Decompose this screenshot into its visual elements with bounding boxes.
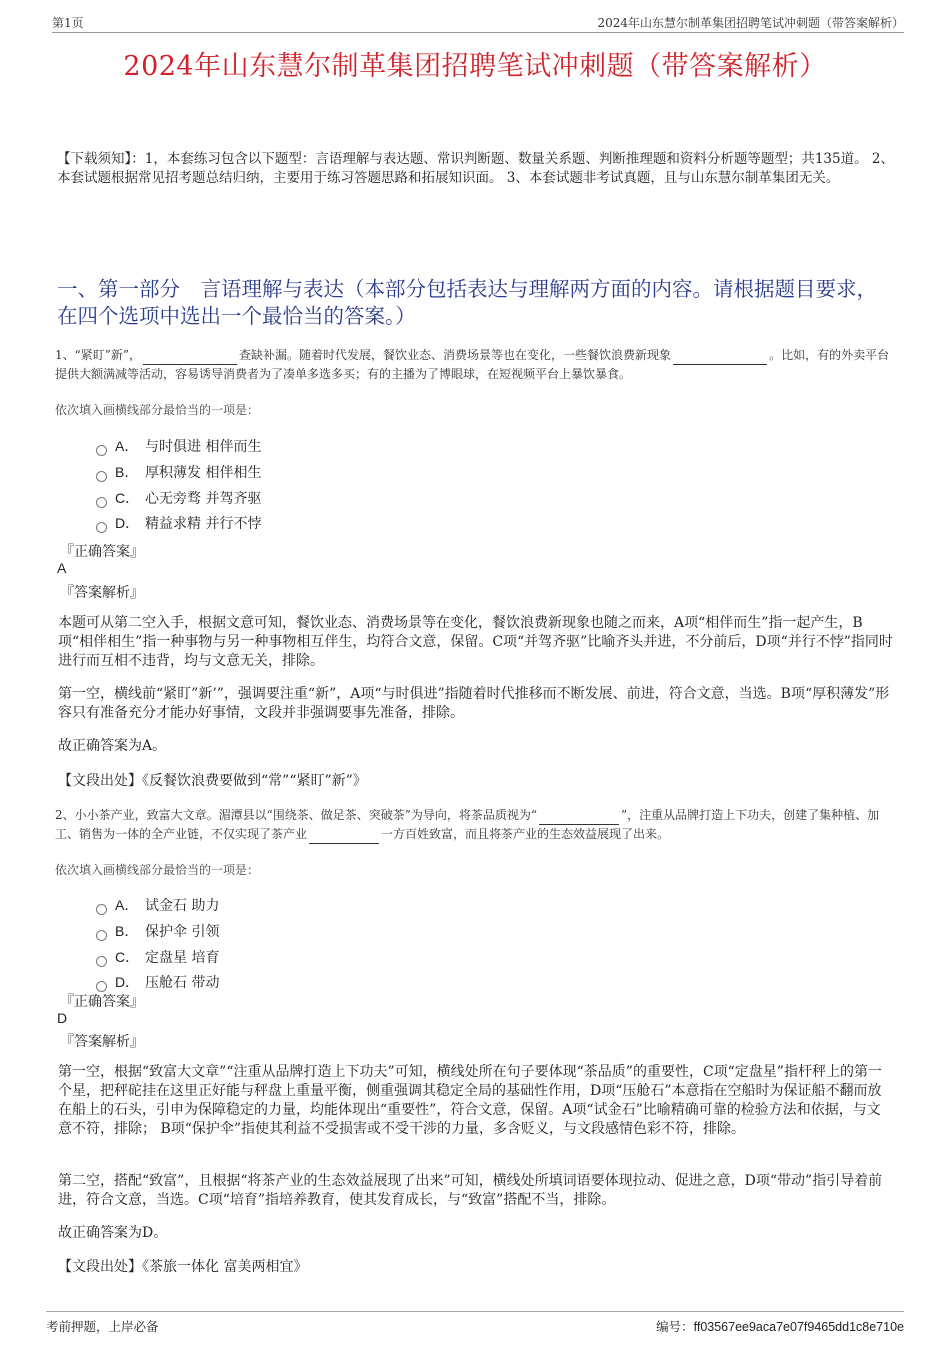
blank-1 [539,811,619,825]
section-heading: 一、第一部分 言语理解与表达（本部分包括表达与理解两方面的内容。请根据题目要求，在四个选项中选出一个最恰当的答案。） [57,277,877,328]
analysis-conclusion: 故正确答案为D。 [58,1225,168,1241]
document-code: 编号：ff03567ee9aca7e07f9465dd1c8e710e [656,1319,904,1334]
question-1-option-c[interactable]: C． 心无旁骛 并驾齐驱 [96,488,261,510]
page-title: 2024年山东慧尔制革集团招聘笔试冲刺题（带答案解析） [123,51,827,82]
radio-icon[interactable] [96,981,107,992]
footer-slogan: 考前押题，上岸必备 [46,1319,159,1334]
radio-icon[interactable] [96,445,107,456]
answer-label: 『正确答案』 [60,544,144,560]
question-1-stem: 1、“紧盯”新”， 查缺补漏。随着时代发展，餐饮业态、消费场景等也在变化，一些餐饮浪费新现象 。比如，有的外卖平台提供大额满减等活动，容易诱导消费者为了凑单多选多买；有的主播为了博眼球，在短视频平台上暴饮暴食。 [55,348,890,381]
page-header [52,12,904,33]
question-1-option-b[interactable]: B． 厚积薄发 相伴相生 [96,462,261,484]
question-2-option-c[interactable]: C． 定盘星 培育 [96,947,219,969]
analysis-paragraph: 第一空，横线前“紧盯”新’”，强调要注重“新”，A项“与时俱进”指随着时代推移而不断发展、前进，符合文意，当选。B项“厚积薄发”形容只有准备充分才能办好事情，文段并非强调要事先准备，排除。 [58,686,890,721]
blank-2 [309,830,379,844]
blank-2 [673,351,767,365]
header-doc-title: 2024年山东慧尔制革集团招聘笔试冲刺题（带答案解析） [597,16,904,30]
analysis-paragraph: 第一空，根据“致富大文章”“注重从品牌打造上下功夫”可知，横线处所在句子要体现“茶品质”的重要性，C项“定盘星”指杆秤上的第一个星，把秤砣挂在这里正好能与秤盘上重量平衡，侧重强调其稳定全局的基础性作用，D项“压舱石”本意指在空船时为保证船不翻而放在船上的石头，引申为保障稳定的力量，均能体现出“重要性”，符合文意，保留。A项“试金石”比喻精确可靠的检验方法和依据，与文意不符，排除； B项“保护伞”指使其利益不受损害或不受干涉的力量，多含贬义，与文段感情色彩不符，排除。 [58,1064,882,1137]
question-2-option-d[interactable]: D． 压舱石 带动 [96,972,219,994]
source-citation: 【文段出处】《反餐饮浪费要做到“常”“紧盯”新”》 [58,773,367,789]
analysis-label: 『答案解析』 [60,1034,144,1050]
radio-icon[interactable] [96,930,107,941]
answer-value: A [57,560,67,576]
analysis-conclusion: 故正确答案为A。 [58,738,167,754]
answer-value: D [57,1010,68,1026]
question-2-stem: 2、小小茶产业，致富大文章。湄潭县以“围绕茶、做足茶、突破茶”为导向，将茶品质视为“ ”，注重从品牌打造上下功夫，创建了集种植、加工、销售为一体的全产业链，不仅实现了茶产业 一方百姓致富，而且将茶产业的生态效益展现了出来。 [55,806,895,844]
analysis-paragraph: 本题可从第二空入手，根据文意可知，餐饮业态、消费场景等在变化，餐饮浪费新现象也随之而来，A项“相伴而生”指一起产生，B项“相伴相生”指一种事物与另一种事物相互伴生，均符合文意，保留。C项“并驾齐驱”比喻齐头并进，不分前后，D项“并行不悖”指同时进行而互相不违背，均与文意无关，排除。 [58,615,893,669]
radio-icon[interactable] [96,497,107,508]
download-notice: 【下载须知】：1，本套练习包含以下题型：言语理解与表达题、常识判断题、数量关系题、判断推理题和资料分析题等题型；共135道。 2、本套试题根据常见招考题总结归纳，主要用于练习答题思路和拓展知识面。 3、本套试题非考试真题，且与山东慧尔制革集团无关。 [57,151,894,186]
radio-icon[interactable] [96,522,107,533]
analysis-label: 『答案解析』 [60,585,144,601]
page-footer [46,1311,904,1342]
radio-icon[interactable] [96,904,107,915]
question-2-option-b[interactable]: B． 保护伞 引领 [96,921,219,943]
analysis-paragraph: 第二空，搭配“致富”，且根据“将茶产业的生态效益展现了出来”可知，横线处所填词语要体现拉动、促进之意，D项“带动”指引导着前进，符合文意，当选。C项“培育”指培养教育，使其发育成长，与“致富”搭配不当，排除。 [58,1173,883,1208]
radio-icon[interactable] [96,471,107,482]
question-1-option-d[interactable]: D． 精益求精 并行不悖 [96,513,261,535]
question-1-prompt: 依次填入画横线部分最恰当的一项是： [55,403,260,417]
source-citation: 【文段出处】《茶旅一体化 富美两相宜》 [58,1259,308,1275]
question-2-option-a[interactable]: A． 试金石 助力 [96,895,219,917]
page-number: 第1页 [52,16,84,30]
question-2-prompt: 依次填入画横线部分最恰当的一项是： [55,863,260,877]
question-1-option-a[interactable]: A． 与时俱进 相伴而生 [96,436,261,458]
radio-icon[interactable] [96,956,107,967]
answer-label: 『正确答案』 [60,994,144,1010]
blank-1 [143,351,237,365]
